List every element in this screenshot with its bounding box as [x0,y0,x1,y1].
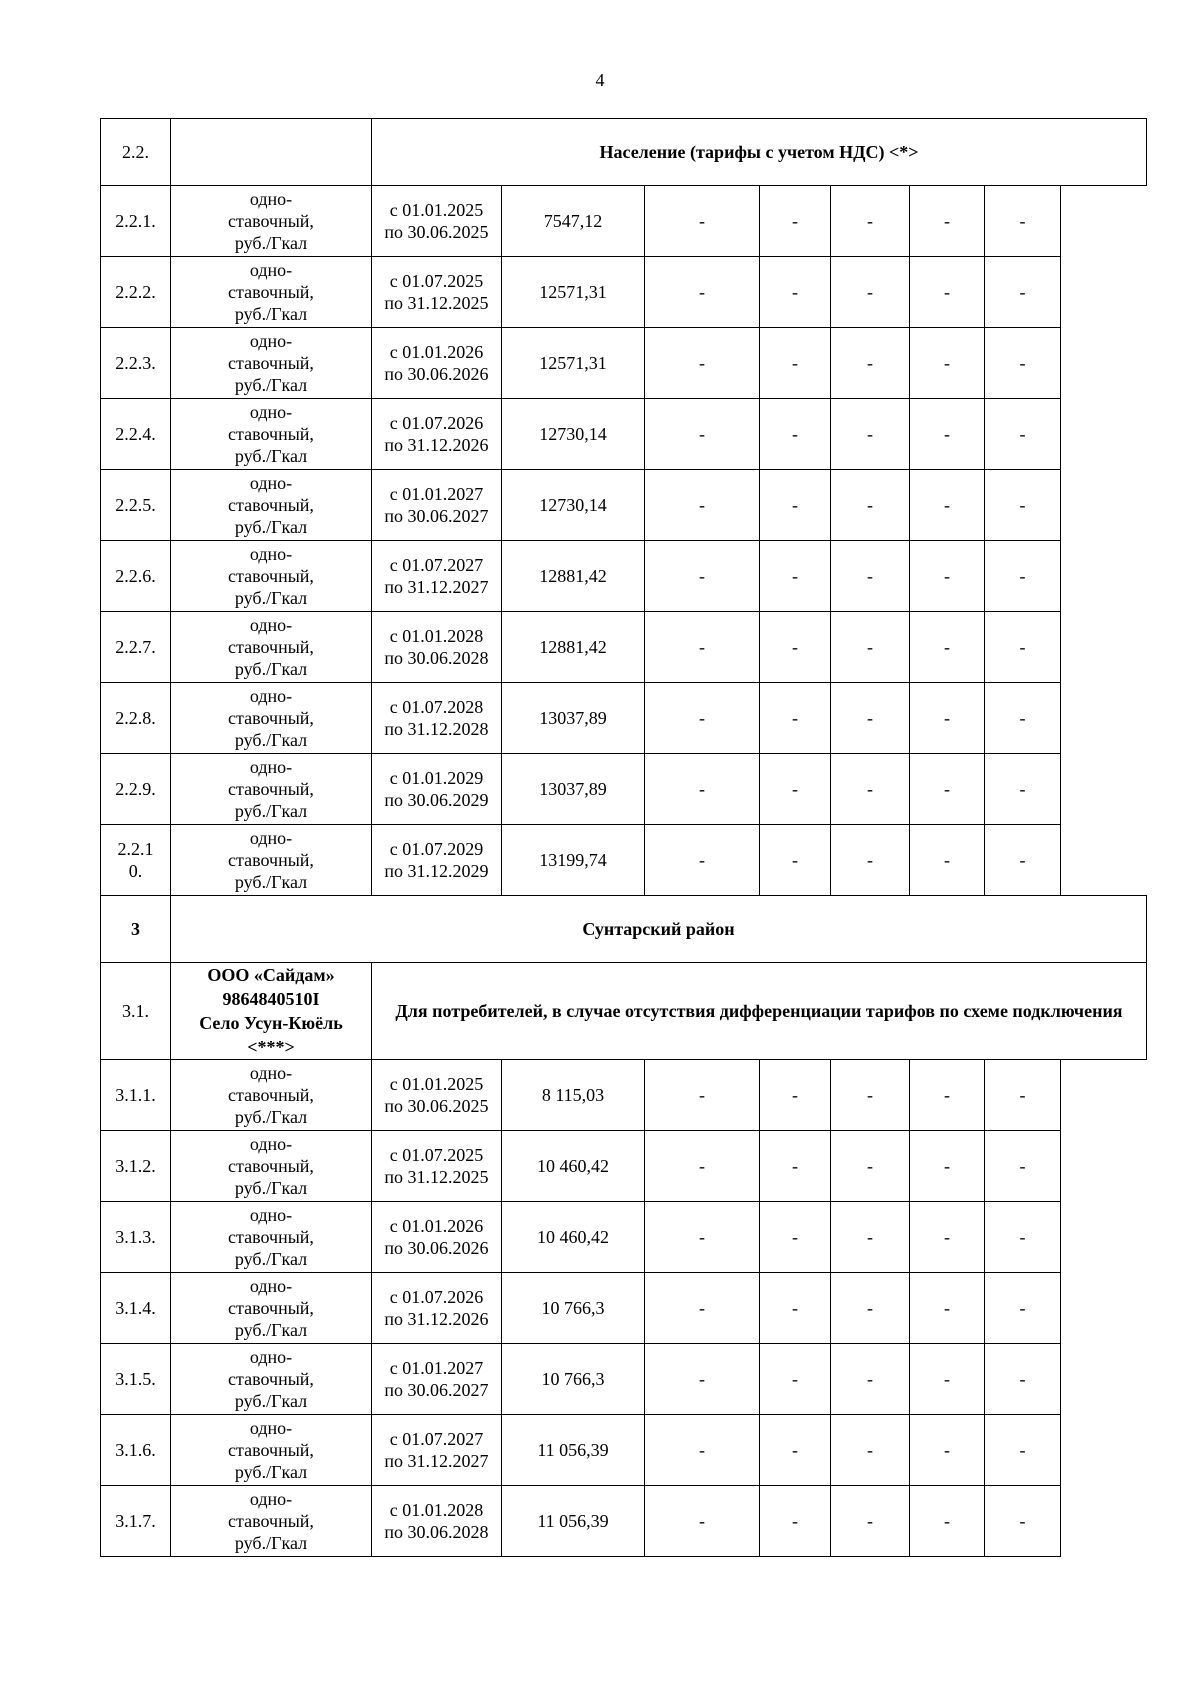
validity-period [372,683,502,754]
tariff-value: 13037,89 [502,683,645,754]
empty-dash: - [760,1486,831,1557]
row-number: 3.1.1. [101,1060,171,1131]
period-to: по 31.12.2028 [384,719,489,739]
row-number: 2.2. [101,119,171,186]
validity-period [372,1131,502,1202]
empty-dash: - [985,1202,1061,1273]
validity-period [372,328,502,399]
tariff-type-line: руб./Гкал [234,588,308,608]
empty-dash: - [910,541,985,612]
tariff-type-line: руб./Гкал [234,517,308,537]
empty-dash: - [645,1202,760,1273]
tariff-type-line: ставочный, [228,1511,314,1531]
period-to: по 30.06.2028 [384,648,489,668]
organization-name: ООО «Сайдам» [207,965,335,985]
organization-place: Село Усун-Кюёль [199,1013,343,1033]
empty-dash: - [910,1060,985,1131]
tariff-type-line: ставочный, [228,1369,314,1389]
validity-period [372,825,502,896]
empty-dash: - [910,257,985,328]
tariff-value: 12571,31 [502,257,645,328]
period-to: по 31.12.2026 [384,1309,489,1329]
tariff-row [101,328,1147,399]
tariff-value: 10 766,3 [502,1344,645,1415]
group-title: Для потребителей, в случае отсутствия дифференциации тарифов по схеме подключения [372,963,1147,1060]
empty-dash: - [910,754,985,825]
row-number: 2.2.8. [101,683,171,754]
empty-dash: - [910,825,985,896]
tariff-type-line: одно- [249,402,293,422]
tariff-row [101,683,1147,754]
validity-period [372,1415,502,1486]
empty-dash: - [831,1273,910,1344]
period-from: с 01.01.2026 [389,1216,484,1236]
tariff-type-line: руб./Гкал [234,304,308,324]
empty-dash: - [985,825,1061,896]
empty-dash: - [910,1415,985,1486]
tariff-type-line: одно- [249,615,293,635]
tariff-value: 12571,31 [502,328,645,399]
period-to: по 30.06.2027 [384,506,489,526]
empty-dash: - [985,1131,1061,1202]
tariff-row [101,754,1147,825]
period-from: с 01.01.2025 [389,1074,484,1094]
empty-dash: - [910,186,985,257]
empty-dash: - [645,257,760,328]
empty-dash: - [985,1486,1061,1557]
tariff-type-line: руб./Гкал [234,1320,308,1340]
tariff-row [101,399,1147,470]
tariff-type [171,257,372,328]
tariff-type-line: руб./Гкал [234,1178,308,1198]
row-number: 3.1.6. [101,1415,171,1486]
validity-period [372,1486,502,1557]
empty-dash: - [760,257,831,328]
group-3-1-rows [101,1060,1147,1557]
period-to: по 30.06.2028 [384,1522,489,1542]
empty-dash: - [831,1344,910,1415]
row-number: 2.2.3. [101,328,171,399]
tariff-type-line: одно- [249,1134,293,1154]
tariff-type-line: ставочный, [228,495,314,515]
group-3-1-header-row [101,963,1147,1060]
tariff-type-line: руб./Гкал [234,659,308,679]
empty-dash: - [760,1131,831,1202]
empty-dash: - [831,1202,910,1273]
page-number: 4 [595,70,605,90]
tariff-row [101,1344,1147,1415]
empty-dash: - [910,1486,985,1557]
period-from: с 01.07.2027 [389,1429,484,1449]
empty-dash: - [645,825,760,896]
tariff-type [171,1202,372,1273]
empty-dash: - [910,1131,985,1202]
empty-dash: - [645,399,760,470]
tariff-type [171,1344,372,1415]
empty-dash: - [645,328,760,399]
tariff-type-line: руб./Гкал [234,233,308,253]
empty-dash: - [760,470,831,541]
empty-dash: - [645,612,760,683]
period-from: с 01.07.2027 [389,555,484,575]
tariff-type [171,541,372,612]
tariff-type [171,399,372,470]
period-from: с 01.01.2026 [389,342,484,362]
period-to: по 31.12.2025 [384,1167,489,1187]
period-to: по 31.12.2026 [384,435,489,455]
empty-dash: - [645,1415,760,1486]
tariff-type [171,1273,372,1344]
empty-dash: - [760,1060,831,1131]
tariff-type-line: одно- [249,1489,293,1509]
empty-dash: - [760,612,831,683]
region-title: Сунтарский район [171,896,1147,963]
tariff-type-line: ставочный, [228,353,314,373]
tariff-row [101,186,1147,257]
empty-dash: - [760,1415,831,1486]
period-to: по 30.06.2029 [384,790,489,810]
empty-dash: - [910,683,985,754]
empty-dash: - [831,541,910,612]
empty-dash: - [831,186,910,257]
empty-dash: - [985,1060,1061,1131]
tariff-value: 8 115,03 [502,1060,645,1131]
row-number: 3.1.2. [101,1131,171,1202]
tariff-type-line: ставочный, [228,566,314,586]
row-number: 3.1.5. [101,1344,171,1415]
period-from: с 01.01.2025 [389,200,484,220]
empty-dash: - [831,399,910,470]
row-number: 2.2.6. [101,541,171,612]
tariff-type-line: одно- [249,260,293,280]
period-from: с 01.01.2027 [389,1358,484,1378]
validity-period [372,186,502,257]
row-number: 2.2.5. [101,470,171,541]
period-from: с 01.07.2029 [389,839,484,859]
group-2-2-rows [101,186,1147,896]
period-to: по 31.12.2027 [384,1451,489,1471]
tariff-type-line: ставочный, [228,637,314,657]
period-from: с 01.07.2028 [389,697,484,717]
validity-period [372,399,502,470]
tariff-row [101,1486,1147,1557]
tariff-value: 12730,14 [502,399,645,470]
tariff-type-line: ставочный, [228,779,314,799]
tariff-type [171,825,372,896]
validity-period [372,470,502,541]
empty-dash: - [760,328,831,399]
tariff-type-line: руб./Гкал [234,375,308,395]
row-number: 2.2.4. [101,399,171,470]
empty-dash: - [910,1273,985,1344]
empty-dash: - [760,683,831,754]
empty-dash: - [985,470,1061,541]
empty-dash: - [760,186,831,257]
tariff-value: 13199,74 [502,825,645,896]
empty-dash: - [645,541,760,612]
group-2-2-header-row [101,119,1147,186]
tariff-type-line: руб./Гкал [234,446,308,466]
empty-dash: - [645,1486,760,1557]
period-to: по 31.12.2025 [384,293,489,313]
period-from: с 01.01.2029 [389,768,484,788]
row-number-text: 2.2.1 0. [117,839,154,881]
empty-dash: - [831,257,910,328]
empty-dash: - [985,612,1061,683]
tariff-type-line: одно- [249,331,293,351]
period-from: с 01.07.2026 [389,1287,484,1307]
empty-dash: - [910,1344,985,1415]
tariff-type-line: руб./Гкал [234,872,308,892]
tariff-type [171,1060,372,1131]
tariff-row [101,470,1147,541]
tariff-type-line: одно- [249,828,293,848]
tariff-type-line: руб./Гкал [234,1533,308,1553]
empty-dash: - [910,612,985,683]
empty-dash: - [985,257,1061,328]
period-from: с 01.07.2025 [389,1145,484,1165]
tariff-type-line: одно- [249,1205,293,1225]
tariff-value: 7547,12 [502,186,645,257]
tariff-type-line: руб./Гкал [234,1462,308,1482]
row-number: 2.2.1. [101,186,171,257]
row-number: 2.2.9. [101,754,171,825]
tariff-row [101,1273,1147,1344]
tariff-type [171,1415,372,1486]
row-number: 2.2.7. [101,612,171,683]
tariff-type-line: руб./Гкал [234,1107,308,1127]
empty-dash: - [831,612,910,683]
tariff-type [171,470,372,541]
period-from: с 01.07.2025 [389,271,484,291]
validity-period [372,257,502,328]
tariff-type [171,328,372,399]
tariff-row [101,1202,1147,1273]
empty-dash: - [910,328,985,399]
validity-period [372,1344,502,1415]
empty-dash: - [645,1131,760,1202]
empty-dash: - [645,186,760,257]
period-to: по 31.12.2027 [384,577,489,597]
tariff-value: 12730,14 [502,470,645,541]
tariff-value: 12881,42 [502,541,645,612]
empty-dash: - [831,1131,910,1202]
tariff-type-line: руб./Гкал [234,1249,308,1269]
empty-dash: - [645,754,760,825]
empty-dash: - [910,399,985,470]
tariff-type-line: руб./Гкал [234,801,308,821]
tariff-type-line: одно- [249,757,293,777]
tariff-type [171,186,372,257]
row-number: 3 [101,896,171,963]
tariff-type-line: одно- [249,1063,293,1083]
period-from: с 01.01.2028 [389,1500,484,1520]
validity-period [372,1202,502,1273]
row-number [101,825,171,896]
empty-dash: - [831,754,910,825]
tariff-type-line: ставочный, [228,850,314,870]
tariff-row [101,825,1147,896]
period-from: с 01.07.2026 [389,413,484,433]
tariff-row [101,1060,1147,1131]
empty-dash: - [645,470,760,541]
tariff-type-line: одно- [249,1276,293,1296]
empty-dash: - [645,683,760,754]
empty-dash: - [831,825,910,896]
tariff-type-line: одно- [249,473,293,493]
validity-period [372,612,502,683]
tariff-type-line: ставочный, [228,282,314,302]
empty-dash: - [831,1486,910,1557]
tariff-value: 10 460,42 [502,1131,645,1202]
tariff-type-line: ставочный, [228,1085,314,1105]
tariff-type-line: ставочный, [228,708,314,728]
tariff-type-line: ставочный, [228,424,314,444]
empty-dash: - [910,470,985,541]
tariff-type-line: ставочный, [228,1298,314,1318]
empty-dash: - [645,1344,760,1415]
validity-period [372,754,502,825]
tariff-type-line: ставочный, [228,1440,314,1460]
empty-dash: - [985,541,1061,612]
empty-dash: - [760,754,831,825]
period-to: по 31.12.2029 [384,861,489,881]
empty-dash: - [645,1273,760,1344]
tariff-row [101,1131,1147,1202]
row-number: 3.1.4. [101,1273,171,1344]
tariff-type-line: одно- [249,189,293,209]
tariff-type [171,1486,372,1557]
tariff-type [171,754,372,825]
period-to: по 30.06.2025 [384,1096,489,1116]
empty-dash: - [645,1060,760,1131]
tariff-value: 11 056,39 [502,1415,645,1486]
tariff-type [171,1131,372,1202]
tariff-table [100,118,1147,1557]
row-number: 3.1.3. [101,1202,171,1273]
tariff-row [101,1415,1147,1486]
tariff-value: 13037,89 [502,754,645,825]
tariff-type [171,612,372,683]
empty-dash: - [760,1344,831,1415]
empty-dash: - [760,825,831,896]
empty-dash: - [985,1273,1061,1344]
tariff-value: 12881,42 [502,612,645,683]
tariff-row [101,612,1147,683]
empty-dash: - [985,328,1061,399]
empty-dash: - [985,754,1061,825]
row-number: 2.2.2. [101,257,171,328]
period-to: по 30.06.2026 [384,364,489,384]
period-to: по 30.06.2025 [384,222,489,242]
row-number: 3.1. [101,963,171,1060]
validity-period [372,1273,502,1344]
period-to: по 30.06.2027 [384,1380,489,1400]
tariff-type [171,683,372,754]
organization-cell-empty [171,119,372,186]
empty-dash: - [831,470,910,541]
period-to: по 30.06.2026 [384,1238,489,1258]
empty-dash: - [985,186,1061,257]
tariff-value: 10 766,3 [502,1273,645,1344]
organization-note: <***> [247,1037,295,1057]
empty-dash: - [760,541,831,612]
tariff-row [101,257,1147,328]
empty-dash: - [760,1202,831,1273]
tariff-type-line: одно- [249,1347,293,1367]
tariff-type-line: одно- [249,686,293,706]
tariff-value: 10 460,42 [502,1202,645,1273]
tariff-value: 11 056,39 [502,1486,645,1557]
tariff-row [101,541,1147,612]
tariff-type-line: одно- [249,1418,293,1438]
tariff-type-line: ставочный, [228,1227,314,1247]
period-from: с 01.01.2027 [389,484,484,504]
validity-period [372,541,502,612]
empty-dash: - [985,1415,1061,1486]
group-title: Население (тарифы с учетом НДС) <*> [372,119,1147,186]
tariff-type-line: одно- [249,544,293,564]
empty-dash: - [910,1202,985,1273]
empty-dash: - [760,399,831,470]
organization-inn: 9864840510I [222,989,320,1009]
tariff-type-line: ставочный, [228,211,314,231]
empty-dash: - [985,683,1061,754]
region-3-row [101,896,1147,963]
organization-cell [171,963,372,1060]
validity-period [372,1060,502,1131]
empty-dash: - [985,399,1061,470]
empty-dash: - [985,1344,1061,1415]
row-number: 3.1.7. [101,1486,171,1557]
empty-dash: - [831,1060,910,1131]
tariff-type-line: руб./Гкал [234,1391,308,1411]
empty-dash: - [760,1273,831,1344]
empty-dash: - [831,683,910,754]
empty-dash: - [831,1415,910,1486]
tariff-type-line: ставочный, [228,1156,314,1176]
empty-dash: - [831,328,910,399]
tariff-type-line: руб./Гкал [234,730,308,750]
period-from: с 01.01.2028 [389,626,484,646]
